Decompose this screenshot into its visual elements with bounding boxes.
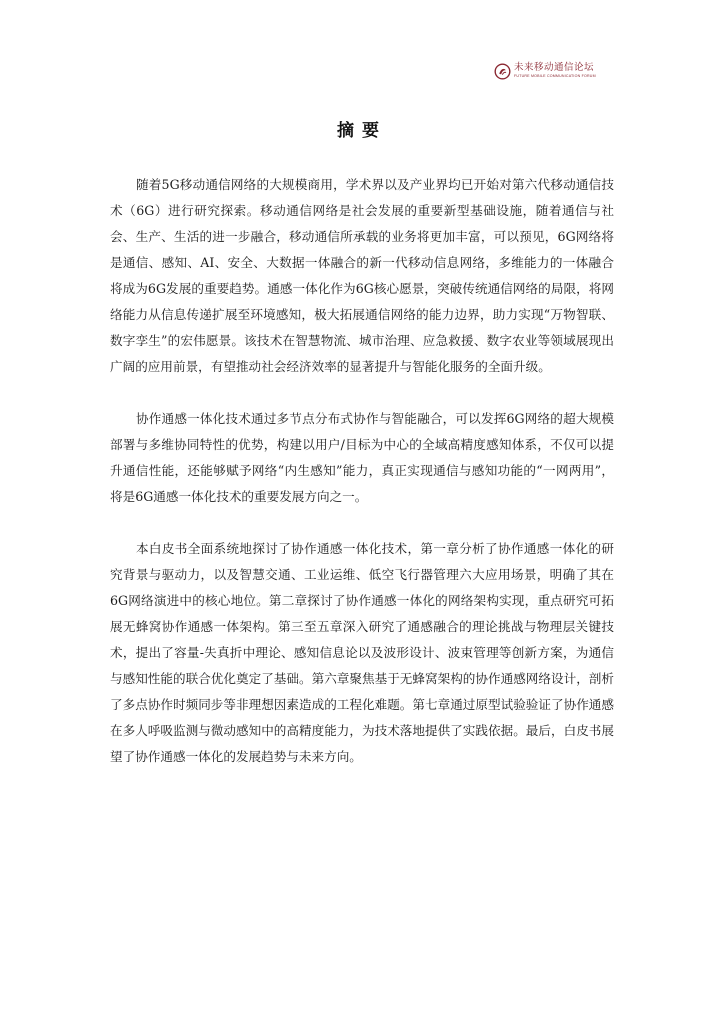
paragraph-1: 随着5G移动通信网络的大规模商用，学术界以及产业界均已开始对第六代移动通信技术（6G）进行研究探索。移动通信网络是社会发展的重要新型基础设施，随着通信与社会、生产、生活的进一步融合，移动通信所承载的业务将更加丰富，可以预见，6G网络将是通信、感知、AI、安全、大数据一体融合的新一代移动信息网络，多维能力的一体融合将成为6G发展的重要趋势。通感一体化作为6G核心愿景，突破传统通信网络的局限，将网络能力从信息传递扩展至环境感知，极大拓展通信网络的能力边界，助力实现“万物智联、数字孪生”的宏伟愿景。该技术在智慧物流、城市治理、应急救援、数字农业等领域展现出广阔的应用前景，有望推动社会经济效率的显著提升与智能化服务的全面升级。 [110, 177, 614, 374]
forum-logo [494, 60, 612, 82]
abstract-heading: 摘要 [337, 121, 387, 141]
paragraph-2: 协作通感一体化技术通过多节点分布式协作与智能融合，可以发挥6G网络的超大规模部署与多维协同特性的优势，构建以用户/目标为中心的全域高精度感知体系，不仅可以提升通信性能，还能够赋予网络“内生感知”能力，真正实现通信与感知功能的“一网两用”，将是6G通感一体化技术的重要发展方向之一。 [110, 411, 614, 504]
logo-chinese-name: 未来移动通信论坛 [514, 62, 595, 74]
abstract-body [110, 172, 614, 770]
forum-emblem-icon [494, 63, 511, 80]
logo-english-name: FUTURE MOBILE COMMUNICATION FORUM [514, 73, 596, 78]
paragraph-3: 本白皮书全面系统地探讨了协作通感一体化技术，第一章分析了协作通感一体化的研究背景与驱动力，以及智慧交通、工业运维、低空飞行器管理六大应用场景，明确了其在6G网络演进中的核心地位。第二章探讨了协作通感一体化的网络架构实现，重点研究可拓展无蜂窝协作通感一体架构。第三至五章深入研究了通感融合的理论挑战与物理层关键技术，提出了容量-失真折中理论、感知信息论以及波形设计、波束管理等创新方案，为通信与感知性能的联合优化奠定了基础。第六章聚焦基于无蜂窝架构的协作通感网络设计，剖析了多点协作时频同步等非理想因素造成的工程化难题。第七章通过原型试验验证了协作通感在多人呼吸监测与微动感知中的高精度能力，为技术落地提供了实践依据。最后，白皮书展望了协作通感一体化的发展趋势与未来方向。 [110, 541, 614, 764]
